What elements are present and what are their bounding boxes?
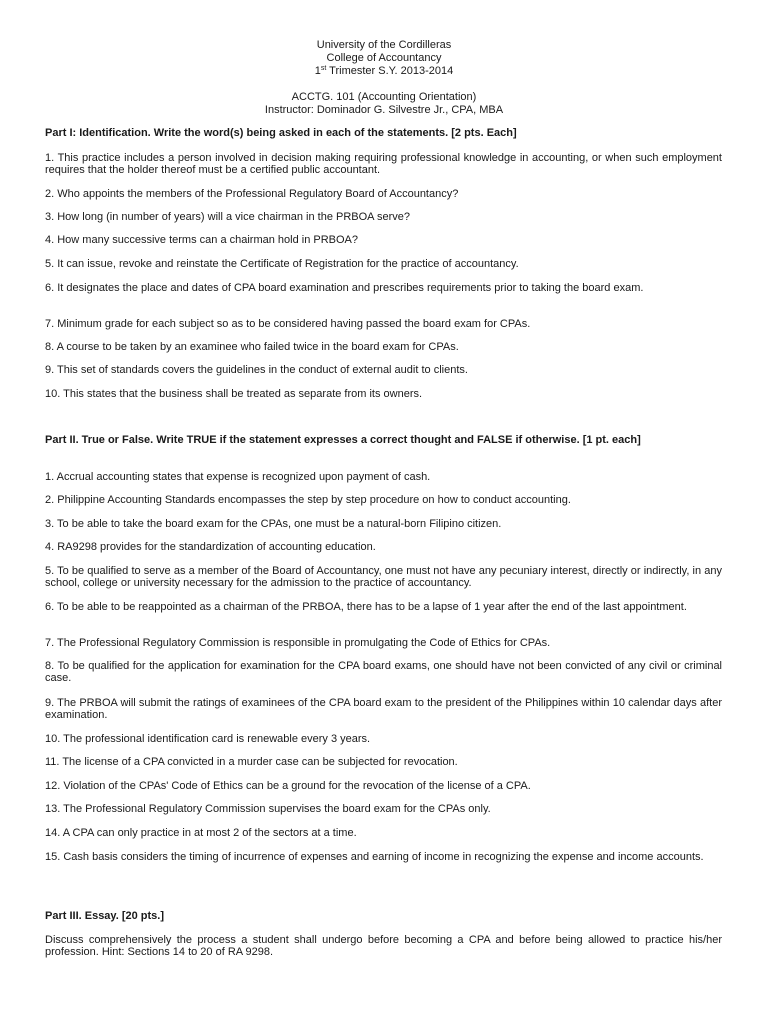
part1-item: 8. A course to be taken by an examinee who failed twice in the board exam for CPAs. xyxy=(45,341,459,353)
part2-item: 5. To be qualified to serve as a member of the Board of Accountancy, one must not have any pecuniary interest, directly or indirectly, in any school, college or university necessary for the admission to the practice of accountancy. xyxy=(45,565,722,589)
part1-item: 10. This states that the business shall be treated as separate from its owners. xyxy=(45,388,423,400)
part1-title: Part I: Identification. Write the word(s) being asked in each of the statements. [2 pts. Each] xyxy=(45,127,517,139)
part2-item: 2. Philippine Accounting Standards encompasses the step by step procedure on how to conduct accounting. xyxy=(45,494,571,506)
part2-item: 11. The license of a CPA convicted in a murder case can be subjected for revocation. xyxy=(45,756,458,768)
part2-item: 8. To be qualified for the application for examination for the CPA board exams, one should have not been convicted of any civil or criminal case. xyxy=(45,660,722,684)
part1-item: 4. How many successive terms can a chairman hold in PRBOA? xyxy=(45,234,359,246)
part2-item: 4. RA9298 provides for the standardization of accounting education. xyxy=(45,541,376,553)
part3-title: Part III. Essay. [20 pts.] xyxy=(45,910,165,922)
part1-item: 7. Minimum grade for each subject so as to be considered having passed the board exam for CPAs. xyxy=(45,318,531,330)
term-number: 1 xyxy=(314,65,321,77)
term-ordinal-suffix: st xyxy=(320,65,327,72)
part2-title: Part II. True or False. Write TRUE if the statement expresses a correct thought and FALSE if otherwise. [1 pt. each] xyxy=(45,434,641,446)
part2-item: 13. The Professional Regulatory Commission supervises the board exam for the CPAs only. xyxy=(45,803,491,815)
part2-item: 1. Accrual accounting states that expense is recognized upon payment of cash. xyxy=(45,471,431,483)
term-text: Trimester S.Y. 2013-2014 xyxy=(326,65,454,77)
part2-item: 15. Cash basis considers the timing of incurrence of expenses and earning of income in recognizing the expense and income accounts. xyxy=(45,851,704,863)
part1-item: 1. This practice includes a person involved in decision making requiring professional knowledge in accounting, or when such employment requires that the holder thereof must be a certified public accountant. xyxy=(45,152,722,176)
part1-item: 5. It can issue, revoke and reinstate the Certificate of Registration for the practice of accountancy. xyxy=(45,258,519,270)
course-title: ACCTG. 101 (Accounting Orientation) xyxy=(291,91,477,103)
part1-item: 9. This set of standards covers the guidelines in the conduct of external audit to clients. xyxy=(45,364,468,376)
document-header xyxy=(0,39,768,117)
part2-item: 6. To be able to be reappointed as a chairman of the PRBOA, there has to be a lapse of 1 year after the end of the last appointment. xyxy=(45,601,687,613)
part2-item: 12. Violation of the CPAs' Code of Ethics can be a ground for the revocation of the license of a CPA. xyxy=(45,780,531,792)
part2-item: 10. The professional identification card is renewable every 3 years. xyxy=(45,733,371,745)
part3-essay-prompt: Discuss comprehensively the process a student shall undergo before becoming a CPA and before being allowed to practice his/her profession. Hint: Sections 14 to 20 of RA 9298. xyxy=(45,934,722,958)
instructor-name: Instructor: Dominador G. Silvestre Jr., CPA, MBA xyxy=(264,104,504,116)
university-name: University of the Cordilleras xyxy=(316,39,452,51)
part1-item: 6. It designates the place and dates of CPA board examination and prescribes requirements prior to taking the board exam. xyxy=(45,282,644,294)
college-name: College of Accountancy xyxy=(326,52,442,64)
part1-item: 3. How long (in number of years) will a vice chairman in the PRBOA serve? xyxy=(45,211,410,223)
part2-item: 7. The Professional Regulatory Commission is responsible in promulgating the Code of Ethics for CPAs. xyxy=(45,637,551,649)
part2-item: 14. A CPA can only practice in at most 2 of the sectors at a time. xyxy=(45,827,357,839)
term-line xyxy=(0,65,768,78)
part2-item: 3. To be able to take the board exam for the CPAs, one must be a natural-born Filipino citizen. xyxy=(45,518,502,530)
part1-item: 2. Who appoints the members of the Professional Regulatory Board of Accountancy? xyxy=(45,188,459,200)
part2-item: 9. The PRBOA will submit the ratings of examinees of the CPA board exam to the president of the Philippines within 10 calendar days after examination. xyxy=(45,697,722,721)
